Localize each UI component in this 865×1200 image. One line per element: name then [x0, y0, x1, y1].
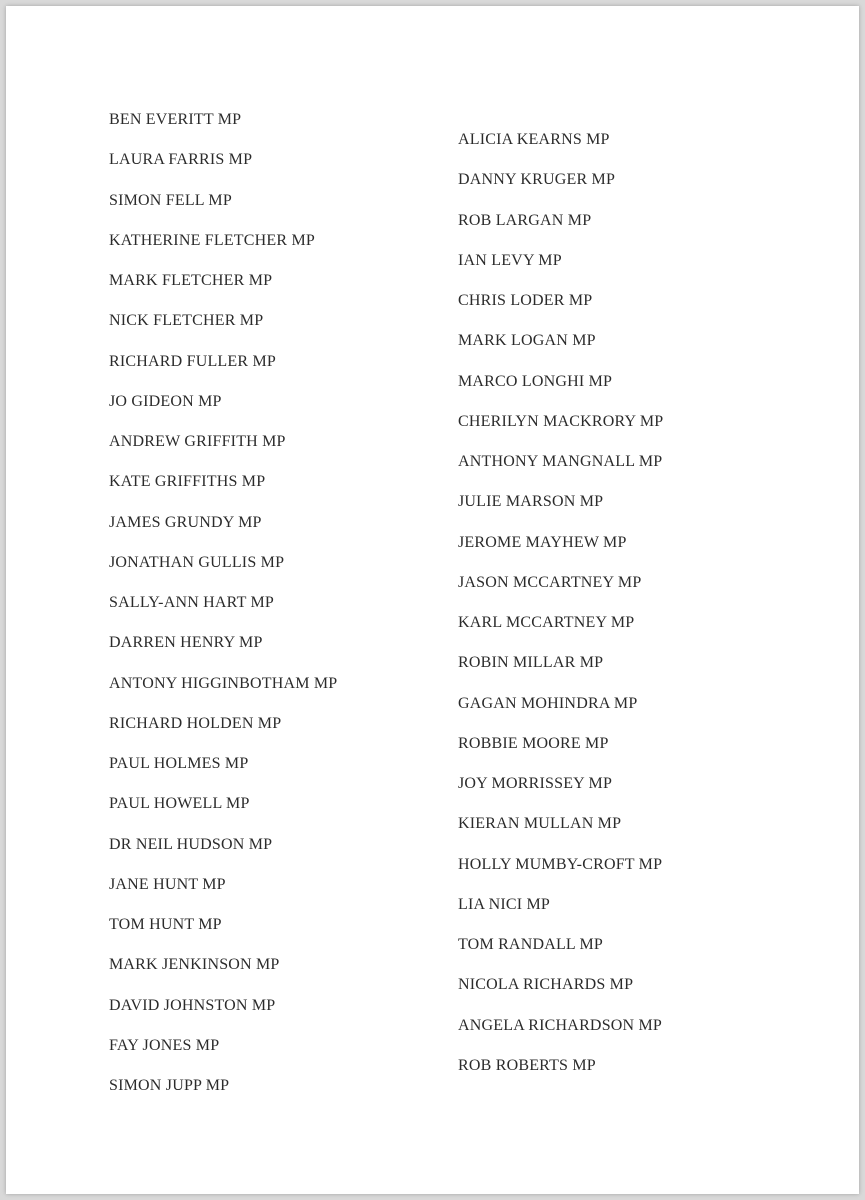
mp-name: DARREN HENRY MP: [109, 634, 263, 652]
mp-name: KARL MCCARTNEY MP: [458, 614, 635, 631]
mp-name: TOM HUNT MP: [109, 916, 222, 933]
mp-name: JANE HUNT MP: [109, 875, 226, 893]
mp-name: ROB ROBERTS MP: [458, 1056, 596, 1074]
mp-name: GAGAN MOHINDRA MP: [458, 694, 638, 712]
mp-name: DR NEIL HUDSON MP: [109, 835, 273, 853]
mp-name: ROBIN MILLAR MP: [458, 654, 604, 672]
mp-name: JAMES GRUNDY MP: [109, 513, 262, 531]
mp-name: JEROME MAYHEW MP: [458, 533, 627, 551]
mp-name: ANGELA RICHARDSON MP: [458, 1016, 663, 1034]
mp-name: JULIE MARSON MP: [458, 493, 604, 511]
mp-name: JO GIDEON MP: [109, 392, 222, 410]
mp-name: CHERILYN MACKRORY MP: [458, 412, 664, 430]
mp-name: CHRIS LODER MP: [458, 292, 593, 309]
mp-name: IAN LEVY MP: [458, 251, 562, 269]
mp-name: TOM RANDALL MP: [458, 936, 604, 953]
mp-name: MARK JENKINSON MP: [109, 956, 280, 974]
mp-name: HOLLY MUMBY-CROFT MP: [458, 855, 663, 873]
mp-name: KATHERINE FLETCHER MP: [109, 231, 315, 249]
mp-name: ALICIA KEARNS MP: [458, 131, 610, 148]
mp-name: ROBBIE MOORE MP: [458, 734, 609, 752]
mp-name: JONATHAN GULLIS MP: [109, 553, 285, 571]
mp-name: MARCO LONGHI MP: [458, 372, 613, 390]
mp-name: LAURA FARRIS MP: [109, 151, 253, 169]
mp-name: PAUL HOLMES MP: [109, 755, 249, 772]
mp-name: NICOLA RICHARDS MP: [458, 976, 634, 994]
mp-name: ANDREW GRIFFITH MP: [109, 433, 286, 450]
mp-name: NICK FLETCHER MP: [109, 312, 264, 330]
mp-name: BEN EVERITT MP: [109, 111, 242, 128]
mp-name: ANTONY HIGGINBOTHAM MP: [109, 674, 338, 692]
mp-name: ANTHONY MANGNALL MP: [458, 453, 663, 470]
mp-name: MARK FLETCHER MP: [109, 272, 273, 289]
mp-name: SIMON JUPP MP: [109, 1077, 230, 1094]
mp-name: RICHARD FULLER MP: [109, 352, 276, 370]
mp-name: DANNY KRUGER MP: [458, 171, 616, 189]
mp-name: JOY MORRISSEY MP: [458, 775, 613, 792]
mp-name: LIA NICI MP: [458, 895, 550, 913]
document-page: [6, 6, 859, 1194]
mp-name: SALLY-ANN HART MP: [109, 594, 275, 611]
mp-name: FAY JONES MP: [109, 1036, 220, 1054]
mp-name: RICHARD HOLDEN MP: [109, 714, 282, 732]
mp-name: JASON MCCARTNEY MP: [458, 573, 642, 591]
mp-name: MARK LOGAN MP: [458, 332, 596, 350]
mp-name: ROB LARGAN MP: [458, 211, 592, 229]
mp-name: KATE GRIFFITHS MP: [109, 473, 266, 491]
mp-name: DAVID JOHNSTON MP: [109, 996, 276, 1014]
mp-name: SIMON FELL MP: [109, 191, 232, 209]
mp-name: KIERAN MULLAN MP: [458, 815, 622, 833]
mp-name: PAUL HOWELL MP: [109, 795, 250, 813]
